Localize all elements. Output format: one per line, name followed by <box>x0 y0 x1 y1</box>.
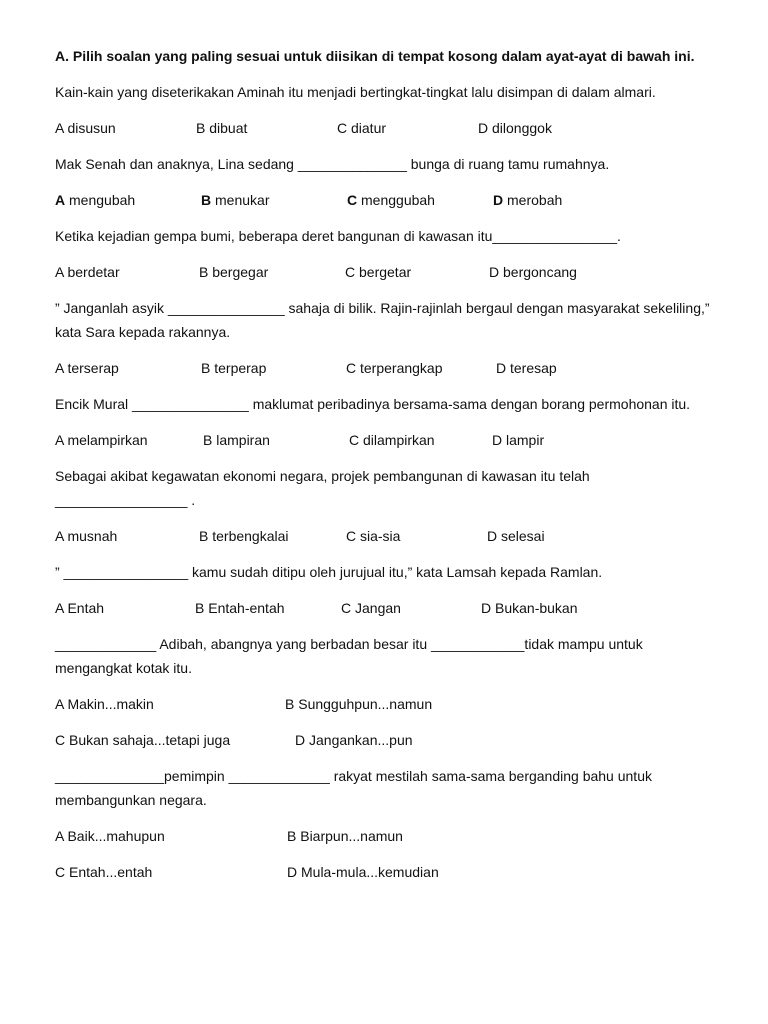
option-a: A terserap <box>55 360 119 376</box>
option-c: C diatur <box>337 120 387 136</box>
options-8-row-1 <box>55 692 710 716</box>
option-b: B lampiran <box>203 432 270 448</box>
option-d: D Jangankan...pun <box>295 732 413 748</box>
option-d: D bergoncang <box>489 264 577 280</box>
option-b: B terbengkalai <box>199 528 289 544</box>
question-9: ______________pemimpin _____________ rakyat mestilah sama-sama berganding bahu untuk membangunkan negara. <box>55 768 652 808</box>
option-a: A Entah <box>55 600 105 616</box>
option-c: C dilampirkan <box>349 432 435 448</box>
option-b: B terperap <box>201 360 267 376</box>
question-8: _____________ Adibah, abangnya yang berbadan besar itu ____________tidak mampu untuk mengangkat kotak itu. <box>55 636 643 676</box>
option-d: D teresap <box>496 360 557 376</box>
question-7: ” ________________ kamu sudah ditipu oleh jurujual itu,” kata Lamsah kepada Ramlan. <box>55 564 603 580</box>
option-a: A berdetar <box>55 264 120 280</box>
option-b: B Entah-entah <box>195 600 285 616</box>
option-c: C sia-sia <box>346 528 401 544</box>
question-1: Kain-kain yang diseterikakan Aminah itu menjadi bertingkat-tingkat lalu disimpan di dalam almari. <box>55 84 656 100</box>
option-d: D merobah <box>493 192 563 208</box>
option-b: B menukar <box>201 192 270 208</box>
option-a: A disusun <box>55 120 116 136</box>
option-b: B Sungguhpun...namun <box>285 696 433 712</box>
options-7 <box>55 596 710 620</box>
option-d: D selesai <box>487 528 545 544</box>
option-b: B dibuat <box>196 120 248 136</box>
question-6: Sebagai akibat kegawatan ekonomi negara, projek pembangunan di kawasan itu telah _________________ . <box>55 468 590 508</box>
question-5: Encik Mural _______________ maklumat peribadinya bersama-sama dengan borang permohonan itu. <box>55 396 691 412</box>
options-1 <box>55 116 710 140</box>
options-2 <box>55 188 710 212</box>
option-a: A Makin...makin <box>55 696 154 712</box>
question-3: Ketika kejadian gempa bumi, beberapa deret bangunan di kawasan itu________________. <box>55 228 621 244</box>
option-d: D Mula-mula...kemudian <box>287 864 439 880</box>
option-a: A Baik...mahupun <box>55 828 165 844</box>
option-c: C terperangkap <box>346 360 443 376</box>
option-b: B Biarpun...namun <box>287 828 403 844</box>
option-d: D lampir <box>492 432 545 448</box>
options-4 <box>55 356 710 380</box>
option-c: C Jangan <box>341 600 401 616</box>
option-c: C Bukan sahaja...tetapi juga <box>55 732 231 748</box>
option-c: C Entah...entah <box>55 864 153 880</box>
section-heading: A. Pilih soalan yang paling sesuai untuk diisikan di tempat kosong dalam ayat-ayat di bawah ini. <box>55 48 695 64</box>
worksheet <box>55 44 710 896</box>
question-2: Mak Senah dan anaknya, Lina sedang ______________ bunga di ruang tamu rumahnya. <box>55 156 610 172</box>
options-5 <box>55 428 710 452</box>
options-9-row-1 <box>55 824 710 848</box>
option-c: C menggubah <box>347 192 435 208</box>
option-a: A melampirkan <box>55 432 148 448</box>
question-4: ” Janganlah asyik _______________ sahaja di bilik. Rajin-rajinlah bergaul dengan masyarakat sekeliling,” kata Sara kepada rakannya. <box>55 300 710 340</box>
option-b: B bergegar <box>199 264 269 280</box>
options-9-row-2 <box>55 860 710 884</box>
option-a: A musnah <box>55 528 118 544</box>
option-a: A mengubah <box>55 192 136 208</box>
options-6 <box>55 524 710 548</box>
option-c: C bergetar <box>345 264 412 280</box>
option-d: D dilonggok <box>478 120 552 136</box>
options-8-row-2 <box>55 728 710 752</box>
option-d: D Bukan-bukan <box>481 600 578 616</box>
options-3 <box>55 260 710 284</box>
